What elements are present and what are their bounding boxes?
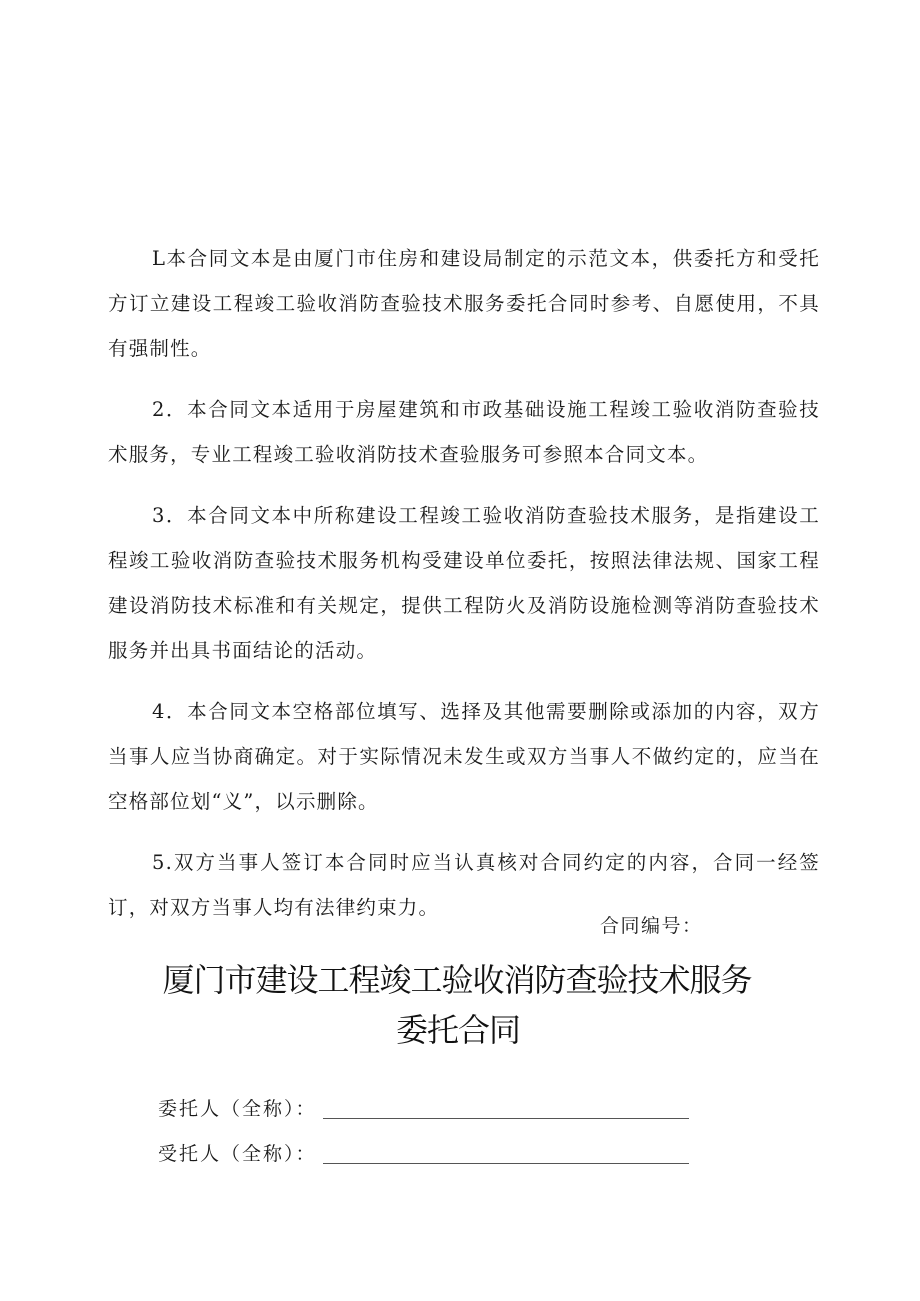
instructions-section xyxy=(108,236,820,946)
contract-number-label: 合同编号： xyxy=(600,915,703,937)
trustee-row xyxy=(158,1138,689,1170)
client-label: 委托人（全称）： xyxy=(158,1098,317,1120)
note-paragraph-1: L本合同文本是由厦门市住房和建设局制定的示范文本，供委托方和受托方订立建设工程竣工验收消防查验技术服务委托合同时参考、自愿使用，不具有强制性。 xyxy=(108,247,820,360)
note-paragraph-3: 3．本合同文本中所称建设工程竣工验收消防查验技术服务，是指建设工程竣工验收消防查验技术服务机构受建设单位委托，按照法律法规、国家工程建设消防技术标准和有关规定，提供工程防火及消防设施检测等消防查验技术服务并出具书面结论的活动。 xyxy=(108,504,820,662)
trustee-name-blank[interactable] xyxy=(323,1139,689,1164)
client-row xyxy=(158,1093,689,1125)
client-name-blank[interactable] xyxy=(323,1094,689,1119)
note-paragraph-5: 5.双方当事人签订本合同时应当认真核对合同约定的内容，合同一经签订，对双方当事人均有法律约束力。 xyxy=(108,851,820,919)
note-paragraph-2: 2．本合同文本适用于房屋建筑和市政基础设施工程竣工验收消防查验技术服务，专业工程竣工验收消防技术查验服务可参照本合同文本。 xyxy=(108,398,820,466)
note-paragraph-4: 4．本合同文本空格部位填写、选择及其他需要删除或添加的内容，双方当事人应当协商确定。对于实际情况未发生或双方当事人不做约定的，应当在空格部位划“义”，以示删除。 xyxy=(108,700,820,813)
trustee-label: 受托人（全称）： xyxy=(158,1143,317,1165)
contract-title xyxy=(0,955,920,1055)
contract-title-line-2: 委托合同 xyxy=(395,1011,520,1049)
contract-title-line-1: 厦门市建设工程竣工验收消防查验技术服务 xyxy=(162,961,752,999)
